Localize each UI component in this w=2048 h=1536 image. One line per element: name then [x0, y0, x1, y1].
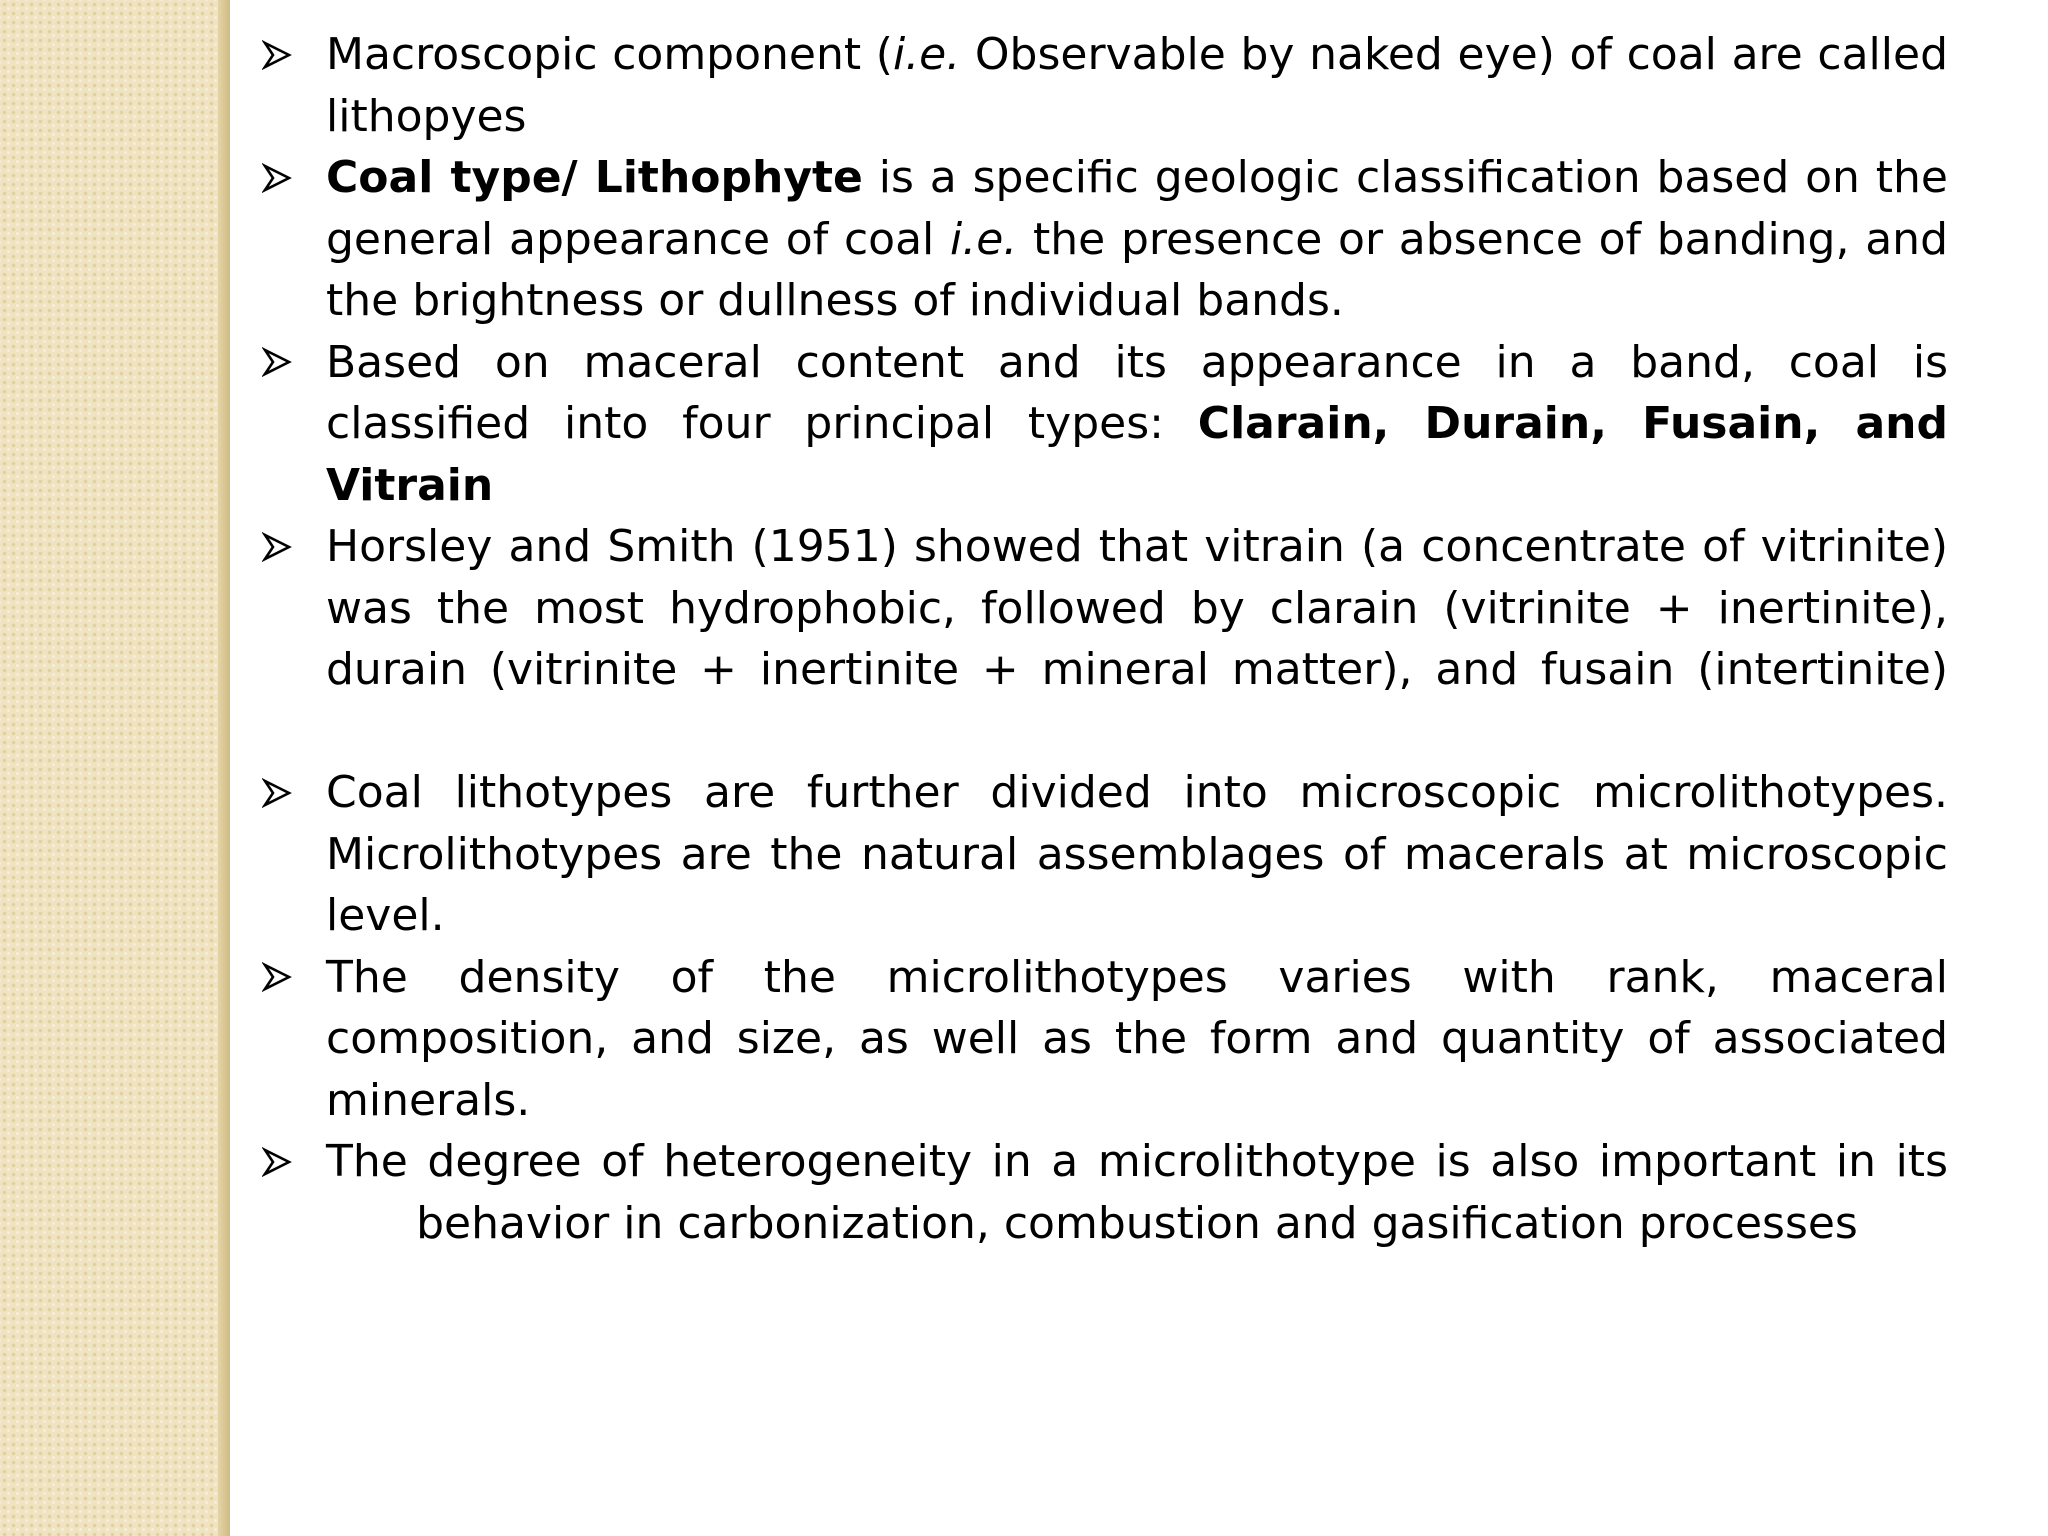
bullet-text: Macroscopic component (	[326, 29, 893, 80]
decorative-side-edge	[218, 0, 230, 1536]
bullet-text: The degree of heterogeneity in a microlithotype is also important in its behavior in carbonization, combustion and gasification processes	[326, 1136, 1948, 1249]
bullet-item	[258, 947, 1948, 1132]
arrow-bullet-icon	[262, 516, 302, 578]
decorative-side-strip	[0, 0, 228, 1536]
bullet-text: Based on maceral content and its appearance in a band, coal is classified into four principal types:	[326, 336, 1948, 449]
bullet-text: Observable by naked eye) of coal are called lithopyes	[326, 29, 1948, 142]
arrow-bullet-icon	[262, 762, 302, 824]
arrow-bullet-icon	[262, 332, 302, 394]
bullet-text: the presence or absence of banding, and the brightness or dullness of individual bands.	[326, 213, 1948, 326]
bullet-text: is a specific geologic classification based on the general appearance of coal	[326, 152, 1948, 265]
bullet-text: Horsley and Smith (1951) showed that vitrain (a concentrate of vitrinite) was the most hydrophobic, followed by clarain (vitrinite + inertinite), durain (vitrinite + inertinite + mineral matter), and fusain (intertinite)	[326, 521, 1948, 695]
bullet-item	[258, 332, 1948, 517]
bullet-text-italic: i.e.	[892, 29, 961, 80]
bullet-item	[258, 24, 1948, 147]
arrow-bullet-icon	[262, 24, 302, 86]
bullet-item	[258, 762, 1948, 947]
arrow-bullet-icon	[262, 147, 302, 209]
bullet-text-bold: Clarain, Durain, Fusain, and Vitrain	[326, 398, 1948, 511]
bullet-text: Coal lithotypes are further divided into microscopic microlithotypes. Microlithotypes are the natural assemblages of macerals at microscopic level.	[326, 767, 1948, 941]
bullet-text: The density of the microlithotypes varies with rank, maceral composition, and size, as well as the form and quantity of associated minerals.	[326, 951, 1948, 1126]
bullet-item	[258, 147, 1948, 332]
bullet-item	[258, 1131, 1948, 1254]
bullet-text-bold: Coal type/ Lithophyte	[326, 152, 863, 203]
arrow-bullet-icon	[262, 947, 302, 1009]
arrow-bullet-icon	[262, 1131, 302, 1193]
bullet-text-italic: i.e.	[950, 213, 1018, 265]
bullet-item	[258, 516, 1948, 701]
spacer	[258, 701, 1948, 763]
bullet-list	[258, 24, 1948, 1254]
